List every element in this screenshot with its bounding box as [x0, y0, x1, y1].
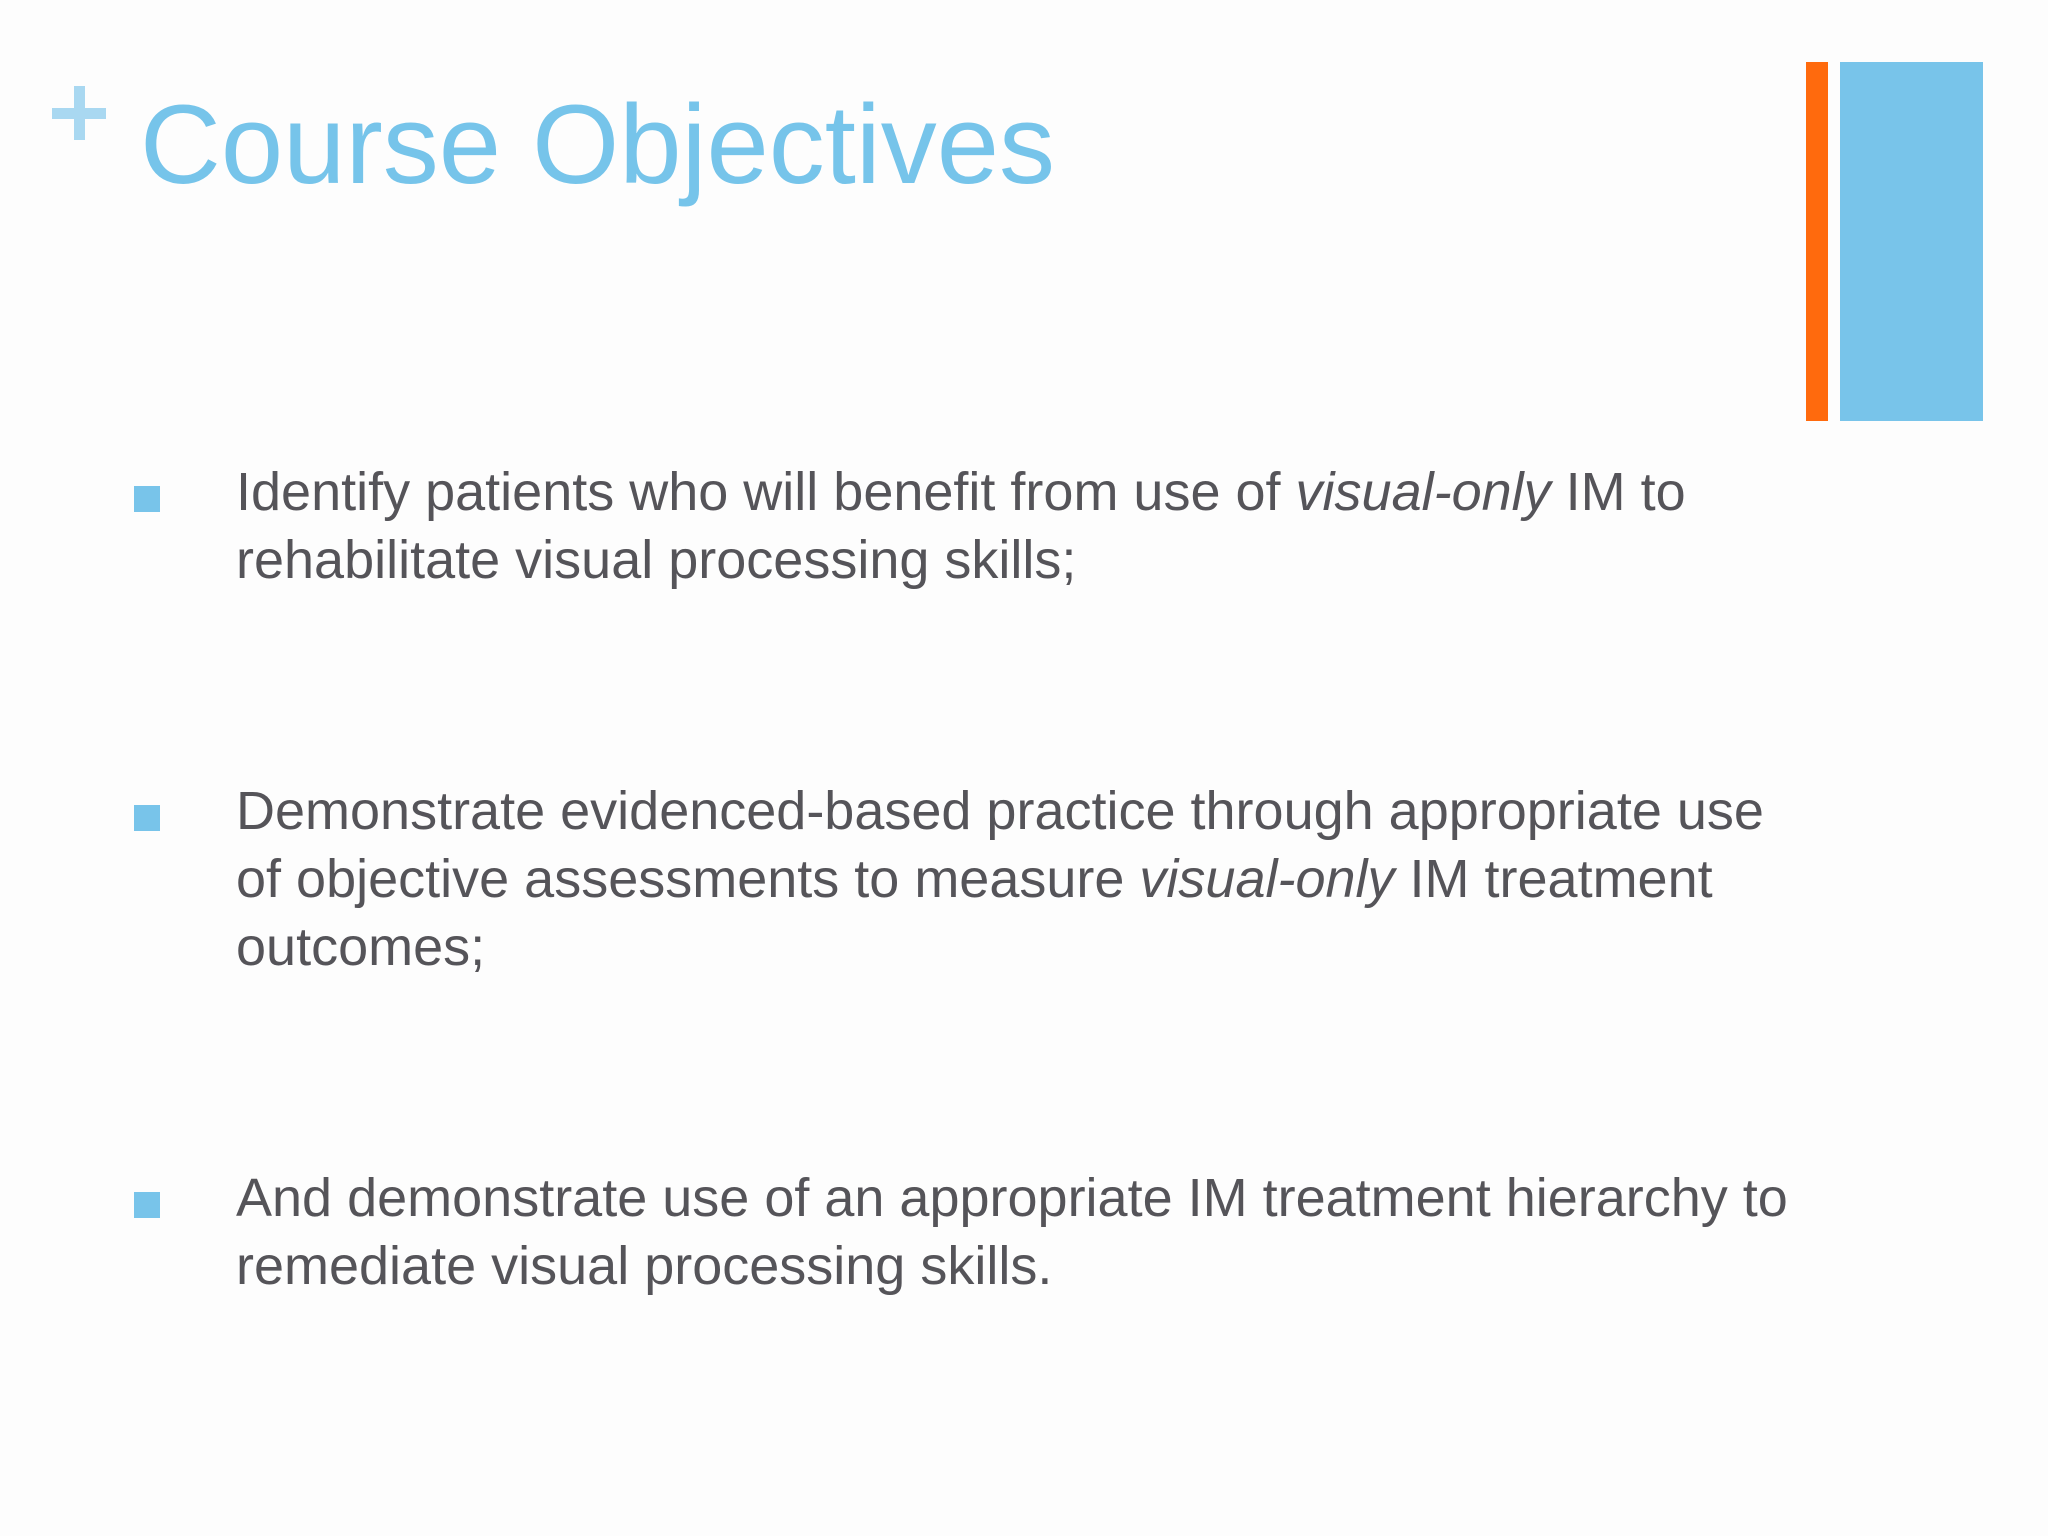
objective-text-1-before: Identify patients who will benefit from use of	[236, 462, 1296, 522]
objective-text-3: And demonstrate use of an appropriate IM treatment hierarchy to remediate visual processing skills.	[236, 1168, 1788, 1296]
objective-text-2-after: IM treatment outcomes;	[236, 849, 1713, 977]
orange-accent-bar	[1806, 62, 1828, 421]
slide-title: Course Objectives	[140, 82, 1056, 207]
objective-text-1	[236, 458, 1796, 594]
square-bullet-icon	[134, 1192, 160, 1218]
square-bullet-icon	[134, 486, 160, 512]
objective-text-2-before: Demonstrate evidenced-based practice through appropriate use of objective assessments to measure	[236, 781, 1764, 909]
objective-text-1-emphasis: visual-only	[1295, 462, 1551, 522]
plus-icon	[52, 86, 106, 140]
square-bullet-icon	[134, 805, 160, 831]
objective-text-2-emphasis: visual-only	[1139, 849, 1395, 909]
plus-icon-vertical-bar	[74, 86, 85, 140]
objective-text-2	[236, 777, 1796, 981]
objective-text-1-after: IM to rehabilitate visual processing skills;	[236, 462, 1686, 590]
blue-accent-bar	[1840, 62, 1983, 421]
